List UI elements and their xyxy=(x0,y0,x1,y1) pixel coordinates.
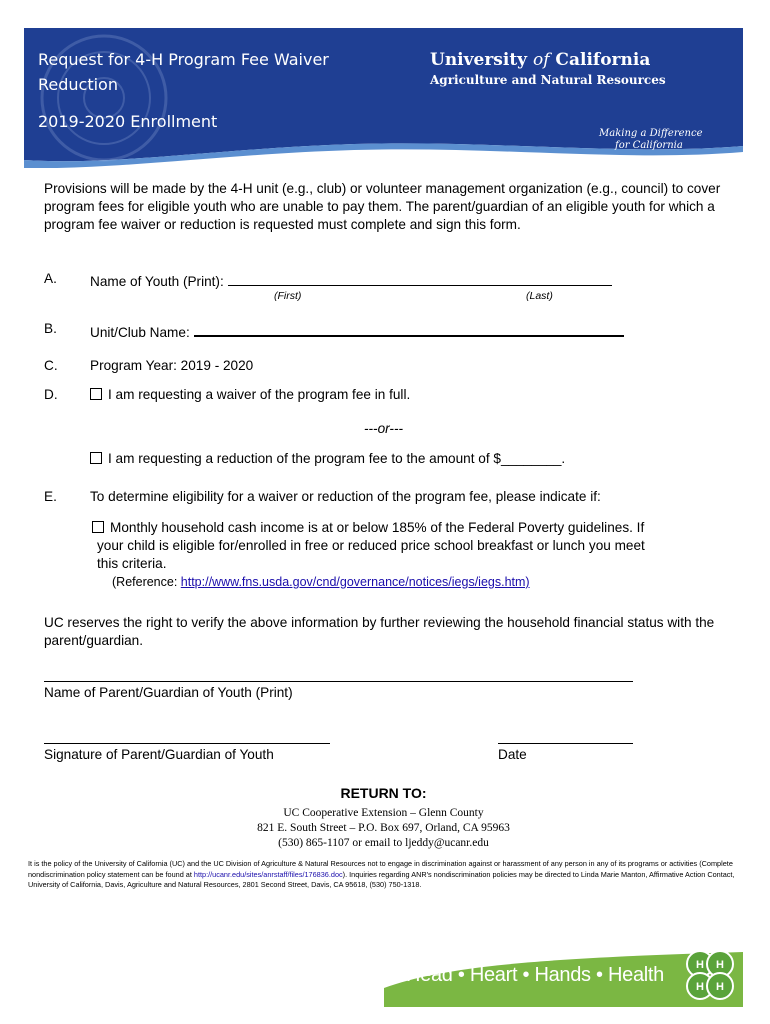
footer-slogan: Head • Heart • Hands • Health xyxy=(406,964,664,986)
uc-logo-name: University of California xyxy=(430,50,651,70)
item-b-label: B. xyxy=(44,321,57,336)
unit-club-field[interactable] xyxy=(194,321,624,337)
item-e-label: E. xyxy=(44,489,57,504)
or-separator: ---or--- xyxy=(364,421,404,436)
item-a-label: A. xyxy=(44,271,57,286)
uc-tagline: Making a Difference for California xyxy=(599,128,703,151)
clover-letter: H xyxy=(696,959,704,971)
youth-name-field[interactable] xyxy=(228,271,612,286)
signature-label: Signature of Parent/Guardian of Youth xyxy=(44,747,274,762)
waiver-full-label: I am requesting a waiver of the program fee in full. xyxy=(108,387,411,402)
item-c-label: C. xyxy=(44,358,58,373)
verification-notice: UC reserves the right to verify the above information by further reviewing the household financial status with the parent/guardian. xyxy=(44,615,715,648)
return-heading: RETURN TO: xyxy=(340,785,427,801)
usda-reference-link[interactable]: http://www.fns.usda.gov/cnd/governance/notices/iegs/iegs.htm) xyxy=(180,575,530,589)
income-checkbox[interactable] xyxy=(92,521,104,533)
form-page xyxy=(24,28,743,1007)
date-label: Date xyxy=(498,747,527,762)
item-d-label: D. xyxy=(44,387,58,402)
uc-logo-subtitle: Agriculture and Natural Resources xyxy=(430,73,666,87)
date-line[interactable] xyxy=(498,743,633,744)
header-banner xyxy=(24,28,743,168)
fee-reduction-label: I am requesting a reduction of the program fee to the amount of $________. xyxy=(108,451,566,466)
signature-line[interactable] xyxy=(44,743,330,744)
enrollment-year: 2019-2020 Enrollment xyxy=(38,112,218,131)
unit-club-label: Unit/Club Name: xyxy=(90,325,194,340)
eligibility-question: To determine eligibility for a waiver or reduction of the program fee, please indicate if: xyxy=(90,489,601,504)
nondiscrimination-policy: It is the policy of the University of California (UC) and the UC Division of Agriculture & Natural Resources not to engage in discrimination against or harassment of any person in any of its programs or activities (Complete nondiscrimination policy statement can be found at http://ucanr.edu/sites/anrstaff/files/176836.doc). Inquiries regarding ANR's nondiscrimination policies may be directed to Linda Marie Manton, Affirmative Action Contact, University of California, Davis, Agriculture and Natural Resources, 2801 Second Street, Davis, CA 95618, (530) 750-1318. xyxy=(28,859,735,889)
parent-name-label: Name of Parent/Guardian of Youth (Print) xyxy=(44,685,293,700)
waiver-full-checkbox[interactable] xyxy=(90,388,102,400)
clover-letter: H xyxy=(716,981,724,993)
return-address: UC Cooperative Extension – Glenn County 821 E. South Street – P.O. Box 697, Orland, CA 95963 (530) 865-1107 or email to ljeddy@ucanr.edu xyxy=(257,807,510,849)
form-title: Request for 4-H Program Fee Waiver Reduction xyxy=(38,50,329,94)
income-eligibility-option: Monthly household cash income is at or below 185% of the Federal Poverty guidelines. If your child is eligible for/enrolled in free or reduced price school breakfast or lunch you meet this criteria. (Reference: http://www.fns.usda.gov/cnd/governance/notices/iegs/iegs.htm) xyxy=(92,519,742,591)
intro-paragraph: Provisions will be made by the 4-H unit (e.g., club) or volunteer management organization (e.g., council) to cover program fees for eligible youth who are unable to pay them. The parent/guardian of an eligible youth for which a program fee waiver or reduction is requested must complete and sign this form. xyxy=(44,181,721,232)
parent-name-line[interactable] xyxy=(44,681,633,682)
4h-clover-icon xyxy=(680,946,740,1006)
youth-name-label: Name of Youth (Print): xyxy=(90,274,228,289)
last-name-hint: (Last) xyxy=(526,290,553,302)
first-name-hint: (First) xyxy=(274,290,302,302)
policy-link[interactable]: http://ucanr.edu/sites/anrstaff/files/176836.doc xyxy=(193,869,343,879)
program-year-text: Program Year: 2019 - 2020 xyxy=(90,358,254,373)
clover-letter: H xyxy=(696,981,704,993)
clover-letter: H xyxy=(716,959,724,971)
fee-reduction-checkbox[interactable] xyxy=(90,452,102,464)
